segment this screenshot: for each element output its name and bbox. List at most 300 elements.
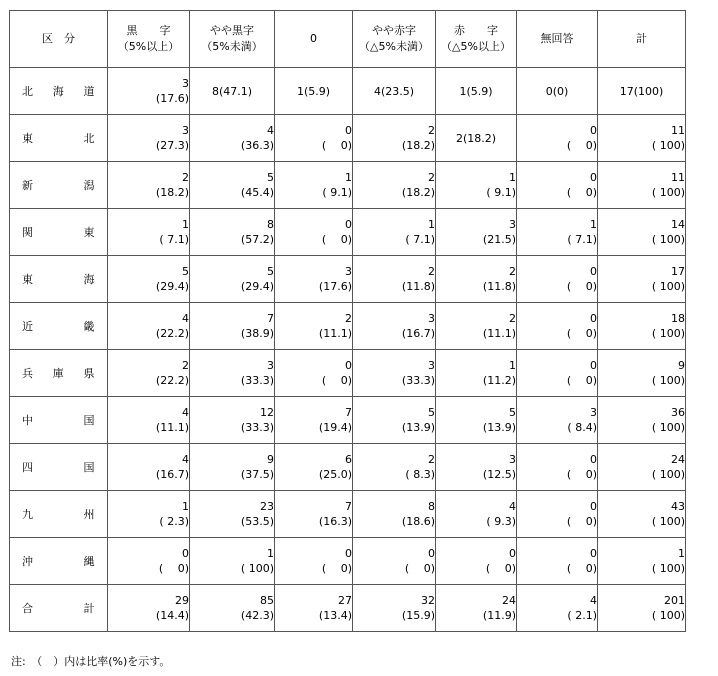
cell-percent: (53.5) (240, 515, 274, 528)
data-cell (353, 256, 436, 303)
data-cell (190, 303, 275, 350)
table-row (10, 209, 686, 256)
cell-count: 6 (345, 453, 352, 466)
data-cell (517, 303, 598, 350)
cell-count: 0 (345, 124, 352, 137)
region-char: 東 (83, 226, 95, 239)
region-char: 計 (83, 602, 95, 615)
cell-percent: ( 100) (651, 186, 685, 199)
region-label (10, 491, 108, 538)
cell-count: 0(0) (545, 84, 569, 98)
header-line2: （△5%以上） (441, 40, 511, 53)
region-name (10, 224, 107, 240)
cell-count: 4 (182, 406, 189, 419)
data-cell (275, 115, 353, 162)
header-line2: （△5%未満） (359, 40, 429, 53)
region-char: 畿 (83, 320, 95, 333)
data-cell (108, 350, 190, 397)
data-cell (598, 350, 686, 397)
region-label (10, 444, 108, 491)
cell-count: 1 (678, 547, 685, 560)
data-cell (108, 444, 190, 491)
cell-count: 0 (590, 312, 597, 325)
data-cell (275, 444, 353, 491)
cell-percent: (11.8) (482, 280, 516, 293)
header-deficit (436, 11, 517, 68)
cell-percent: ( 100) (651, 468, 685, 481)
data-cell (353, 209, 436, 256)
region-char: 関 (22, 226, 34, 239)
data-cell (436, 350, 517, 397)
cell-percent: ( 0) (321, 233, 352, 246)
region-label (10, 350, 108, 397)
region-name (10, 130, 107, 146)
cell-count: 1 (345, 171, 352, 184)
cell-percent: ( 100) (651, 609, 685, 622)
cell-percent: (27.3) (155, 139, 189, 152)
data-cell (353, 538, 436, 585)
cell-count: 43 (671, 500, 685, 513)
data-cell (598, 538, 686, 585)
header-line2: （5%未満） (201, 40, 263, 53)
cell-count: 0 (590, 124, 597, 137)
table-row (10, 162, 686, 209)
cell-percent: (22.2) (155, 374, 189, 387)
region-label (10, 162, 108, 209)
cell-count: 2 (509, 265, 516, 278)
cell-percent: ( 0) (566, 468, 597, 481)
header-row (10, 11, 686, 68)
cell-count: 3 (509, 453, 516, 466)
cell-count: 0 (590, 500, 597, 513)
cell-count: 0 (345, 359, 352, 372)
region-char: 国 (83, 414, 95, 427)
cell-percent: (13.9) (401, 421, 435, 434)
cell-count: 1 (509, 359, 516, 372)
table-row (10, 256, 686, 303)
data-cell (275, 162, 353, 209)
cell-count: 0 (590, 453, 597, 466)
cell-percent: ( 2.1) (567, 609, 597, 622)
cell-percent: ( 100) (240, 562, 274, 575)
data-cell (598, 585, 686, 632)
data-cell (108, 162, 190, 209)
data-cell (436, 397, 517, 444)
cell-percent: (18.2) (155, 186, 189, 199)
table-row (10, 538, 686, 585)
region-char: 合 (22, 602, 34, 615)
cell-percent: ( 100) (651, 327, 685, 340)
data-cell (190, 585, 275, 632)
cell-percent: (42.3) (240, 609, 274, 622)
cell-count: 14 (671, 218, 685, 231)
cell-percent: ( 0) (158, 562, 189, 575)
cell-percent: ( 0) (485, 562, 516, 575)
cell-count: 4(23.5) (373, 84, 415, 98)
cell-count: 3 (509, 218, 516, 231)
data-cell (190, 68, 275, 115)
data-cell (353, 444, 436, 491)
cell-percent: (11.1) (482, 327, 516, 340)
cell-percent: ( 0) (566, 374, 597, 387)
region-char: 縄 (83, 555, 95, 568)
data-cell (108, 585, 190, 632)
cell-count: 7 (345, 406, 352, 419)
region-name (10, 318, 107, 334)
region-char: 近 (22, 320, 34, 333)
data-cell (517, 115, 598, 162)
cell-count: 1 (590, 218, 597, 231)
cell-count: 201 (664, 594, 685, 607)
data-cell (598, 115, 686, 162)
cell-count: 5 (428, 406, 435, 419)
cell-percent: ( 7.1) (159, 233, 189, 246)
cell-count: 2 (182, 171, 189, 184)
cell-count: 5 (267, 265, 274, 278)
table-row (10, 397, 686, 444)
cell-percent: (16.7) (401, 327, 435, 340)
data-cell (517, 209, 598, 256)
data-cell (190, 444, 275, 491)
data-cell (436, 538, 517, 585)
table-row (10, 491, 686, 538)
data-cell (190, 350, 275, 397)
region-char: 東 (22, 132, 34, 145)
data-cell (108, 115, 190, 162)
data-cell (353, 350, 436, 397)
region-char: 北 (22, 85, 34, 98)
cell-count: 36 (671, 406, 685, 419)
region-name (10, 83, 107, 99)
region-char: 中 (22, 414, 34, 427)
region-char: 兵 (22, 367, 34, 380)
cell-count: 3 (428, 312, 435, 325)
cell-count: 29 (175, 594, 189, 607)
data-cell (517, 397, 598, 444)
data-cell (517, 585, 598, 632)
cell-percent: ( 7.1) (405, 233, 435, 246)
header-slight-deficit (353, 11, 436, 68)
region-name (10, 600, 107, 616)
data-cell (353, 397, 436, 444)
header-line2: （5%以上） (117, 40, 180, 53)
region-label (10, 256, 108, 303)
data-cell (353, 491, 436, 538)
region-label (10, 303, 108, 350)
cell-count: 0 (345, 218, 352, 231)
data-cell (598, 256, 686, 303)
data-cell (436, 303, 517, 350)
region-char: 州 (83, 508, 95, 521)
cell-percent: (36.3) (240, 139, 274, 152)
cell-count: 5 (509, 406, 516, 419)
cell-count: 4 (509, 500, 516, 513)
cell-percent: (13.4) (318, 609, 352, 622)
region-char: 潟 (83, 179, 95, 192)
data-cell (190, 256, 275, 303)
region-char: 海 (52, 85, 65, 98)
header-line1: 計 (636, 32, 647, 45)
cell-count: 2 (345, 312, 352, 325)
cell-count: 5 (267, 171, 274, 184)
table-row (10, 303, 686, 350)
region-label (10, 115, 108, 162)
data-cell (517, 444, 598, 491)
data-cell (108, 256, 190, 303)
region-name (10, 365, 107, 381)
cell-count: 27 (338, 594, 352, 607)
cell-count: 4 (182, 453, 189, 466)
data-cell (190, 115, 275, 162)
cell-count: 3 (345, 265, 352, 278)
cell-percent: ( 8.3) (405, 468, 435, 481)
region-name (10, 553, 107, 569)
cell-count: 2 (428, 265, 435, 278)
region-label (10, 538, 108, 585)
data-cell (275, 350, 353, 397)
cell-percent: (33.3) (240, 374, 274, 387)
cell-percent: ( 100) (651, 280, 685, 293)
cell-count: 2(18.2) (455, 131, 497, 145)
data-cell (190, 162, 275, 209)
cell-count: 7 (267, 312, 274, 325)
region-label (10, 585, 108, 632)
cell-percent: ( 9.1) (322, 186, 352, 199)
cell-count: 0 (590, 359, 597, 372)
region-char: 東 (22, 273, 34, 286)
cell-count: 0 (590, 171, 597, 184)
cell-percent: (37.5) (240, 468, 274, 481)
cell-count: 11 (671, 124, 685, 137)
region-name (10, 177, 107, 193)
region-char: 庫 (52, 367, 65, 380)
cell-count: 1(5.9) (459, 84, 493, 98)
cell-percent: (33.3) (240, 421, 274, 434)
cell-count: 17(100) (619, 84, 664, 98)
header-line1: やや黒字 (210, 24, 254, 37)
cell-count: 0 (182, 547, 189, 560)
region-char: 九 (22, 508, 34, 521)
header-profit (108, 11, 190, 68)
cell-count: 8 (428, 500, 435, 513)
data-cell (598, 68, 686, 115)
table-row (10, 350, 686, 397)
cell-percent: (22.2) (155, 327, 189, 340)
cell-percent: ( 9.3) (486, 515, 516, 528)
cell-percent: (17.6) (318, 280, 352, 293)
data-cell (598, 397, 686, 444)
cell-percent: (17.6) (155, 92, 189, 105)
cell-count: 9 (678, 359, 685, 372)
cell-percent: (15.9) (401, 609, 435, 622)
cell-count: 85 (260, 594, 274, 607)
cell-count: 0 (345, 547, 352, 560)
region-char: 四 (22, 461, 34, 474)
data-cell (275, 538, 353, 585)
footnote: 注: （ ）内は比率(%)を示す。 (11, 655, 171, 668)
data-cell (436, 68, 517, 115)
region-label (10, 397, 108, 444)
header-slight-profit (190, 11, 275, 68)
data-cell (275, 303, 353, 350)
cell-count: 11 (671, 171, 685, 184)
data-cell (436, 209, 517, 256)
cell-count: 18 (671, 312, 685, 325)
table-body (10, 68, 686, 632)
header-zero (275, 11, 353, 68)
data-cell (108, 397, 190, 444)
cell-count: 23 (260, 500, 274, 513)
cell-count: 3 (182, 77, 189, 90)
cell-percent: ( 100) (651, 374, 685, 387)
cell-percent: (18.6) (401, 515, 435, 528)
region-name (10, 412, 107, 428)
cell-count: 1 (182, 218, 189, 231)
data-cell (517, 538, 598, 585)
cell-count: 1 (267, 547, 274, 560)
cell-percent: (13.9) (482, 421, 516, 434)
cell-percent: ( 100) (651, 139, 685, 152)
data-cell (108, 538, 190, 585)
table-row (10, 444, 686, 491)
cell-count: 24 (502, 594, 516, 607)
cell-count: 7 (345, 500, 352, 513)
header-line1: 赤 字 (454, 24, 498, 37)
data-cell (275, 209, 353, 256)
data-cell (190, 491, 275, 538)
data-cell (108, 209, 190, 256)
cell-percent: ( 0) (566, 139, 597, 152)
header-line1: 無回答 (540, 32, 574, 45)
cell-count: 9 (267, 453, 274, 466)
cell-percent: (25.0) (318, 468, 352, 481)
data-cell (436, 491, 517, 538)
cell-count: 2 (428, 171, 435, 184)
cell-count: 0 (428, 547, 435, 560)
data-cell (275, 68, 353, 115)
cell-percent: (19.4) (318, 421, 352, 434)
data-cell (436, 444, 517, 491)
profit-status-table (9, 10, 686, 632)
data-cell (598, 209, 686, 256)
data-cell (190, 397, 275, 444)
cell-count: 4 (267, 124, 274, 137)
header-total (598, 11, 686, 68)
cell-percent: (16.7) (155, 468, 189, 481)
cell-percent: (11.1) (155, 421, 189, 434)
cell-count: 3 (182, 124, 189, 137)
data-cell (436, 115, 517, 162)
table-row (10, 115, 686, 162)
data-cell (108, 68, 190, 115)
cell-percent: (18.2) (401, 186, 435, 199)
cell-percent: (11.8) (401, 280, 435, 293)
data-cell (353, 115, 436, 162)
cell-percent: ( 0) (566, 186, 597, 199)
cell-percent: (33.3) (401, 374, 435, 387)
cell-percent: ( 0) (321, 139, 352, 152)
header-no-answer (517, 11, 598, 68)
cell-percent: ( 0) (404, 562, 435, 575)
data-cell (436, 256, 517, 303)
region-name (10, 459, 107, 475)
cell-count: 0 (509, 547, 516, 560)
data-cell (517, 350, 598, 397)
data-cell (598, 303, 686, 350)
cell-percent: (11.9) (482, 609, 516, 622)
cell-percent: ( 0) (321, 374, 352, 387)
data-cell (353, 585, 436, 632)
data-cell (108, 303, 190, 350)
cell-count: 17 (671, 265, 685, 278)
data-cell (353, 303, 436, 350)
cell-count: 4 (590, 594, 597, 607)
cell-count: 2 (509, 312, 516, 325)
data-cell (517, 162, 598, 209)
region-name (10, 271, 107, 287)
cell-count: 12 (260, 406, 274, 419)
cell-percent: ( 7.1) (567, 233, 597, 246)
cell-count: 4 (182, 312, 189, 325)
cell-percent: (29.4) (155, 280, 189, 293)
cell-percent: ( 0) (566, 280, 597, 293)
cell-count: 5 (182, 265, 189, 278)
header-category (10, 11, 108, 68)
cell-percent: ( 0) (566, 515, 597, 528)
data-cell (517, 256, 598, 303)
cell-percent: (11.2) (482, 374, 516, 387)
data-cell (275, 585, 353, 632)
cell-count: 3 (590, 406, 597, 419)
region-name (10, 506, 107, 522)
data-cell (436, 585, 517, 632)
cell-percent: ( 100) (651, 515, 685, 528)
cell-count: 8 (267, 218, 274, 231)
region-char: 沖 (22, 555, 34, 568)
region-char: 道 (83, 85, 95, 98)
cell-percent: (12.5) (482, 468, 516, 481)
region-label (10, 68, 108, 115)
data-cell (353, 68, 436, 115)
cell-percent: (38.9) (240, 327, 274, 340)
cell-count: 0 (590, 547, 597, 560)
cell-count: 1 (182, 500, 189, 513)
cell-count: 2 (182, 359, 189, 372)
cell-percent: (57.2) (240, 233, 274, 246)
data-cell (275, 256, 353, 303)
region-label (10, 209, 108, 256)
cell-count: 32 (421, 594, 435, 607)
cell-percent: (18.2) (401, 139, 435, 152)
data-cell (275, 397, 353, 444)
cell-count: 3 (428, 359, 435, 372)
data-cell (436, 162, 517, 209)
data-cell (517, 491, 598, 538)
cell-count: 1 (428, 218, 435, 231)
cell-percent: (45.4) (240, 186, 274, 199)
cell-count: 1(5.9) (296, 84, 331, 98)
cell-percent: ( 0) (566, 327, 597, 340)
data-cell (108, 491, 190, 538)
data-cell (598, 162, 686, 209)
cell-percent: (14.4) (155, 609, 189, 622)
cell-percent: ( 100) (651, 233, 685, 246)
cell-percent: ( 2.3) (159, 515, 189, 528)
data-cell (275, 491, 353, 538)
cell-percent: (21.5) (482, 233, 516, 246)
cell-count: 24 (671, 453, 685, 466)
cell-percent: ( 8.4) (567, 421, 597, 434)
